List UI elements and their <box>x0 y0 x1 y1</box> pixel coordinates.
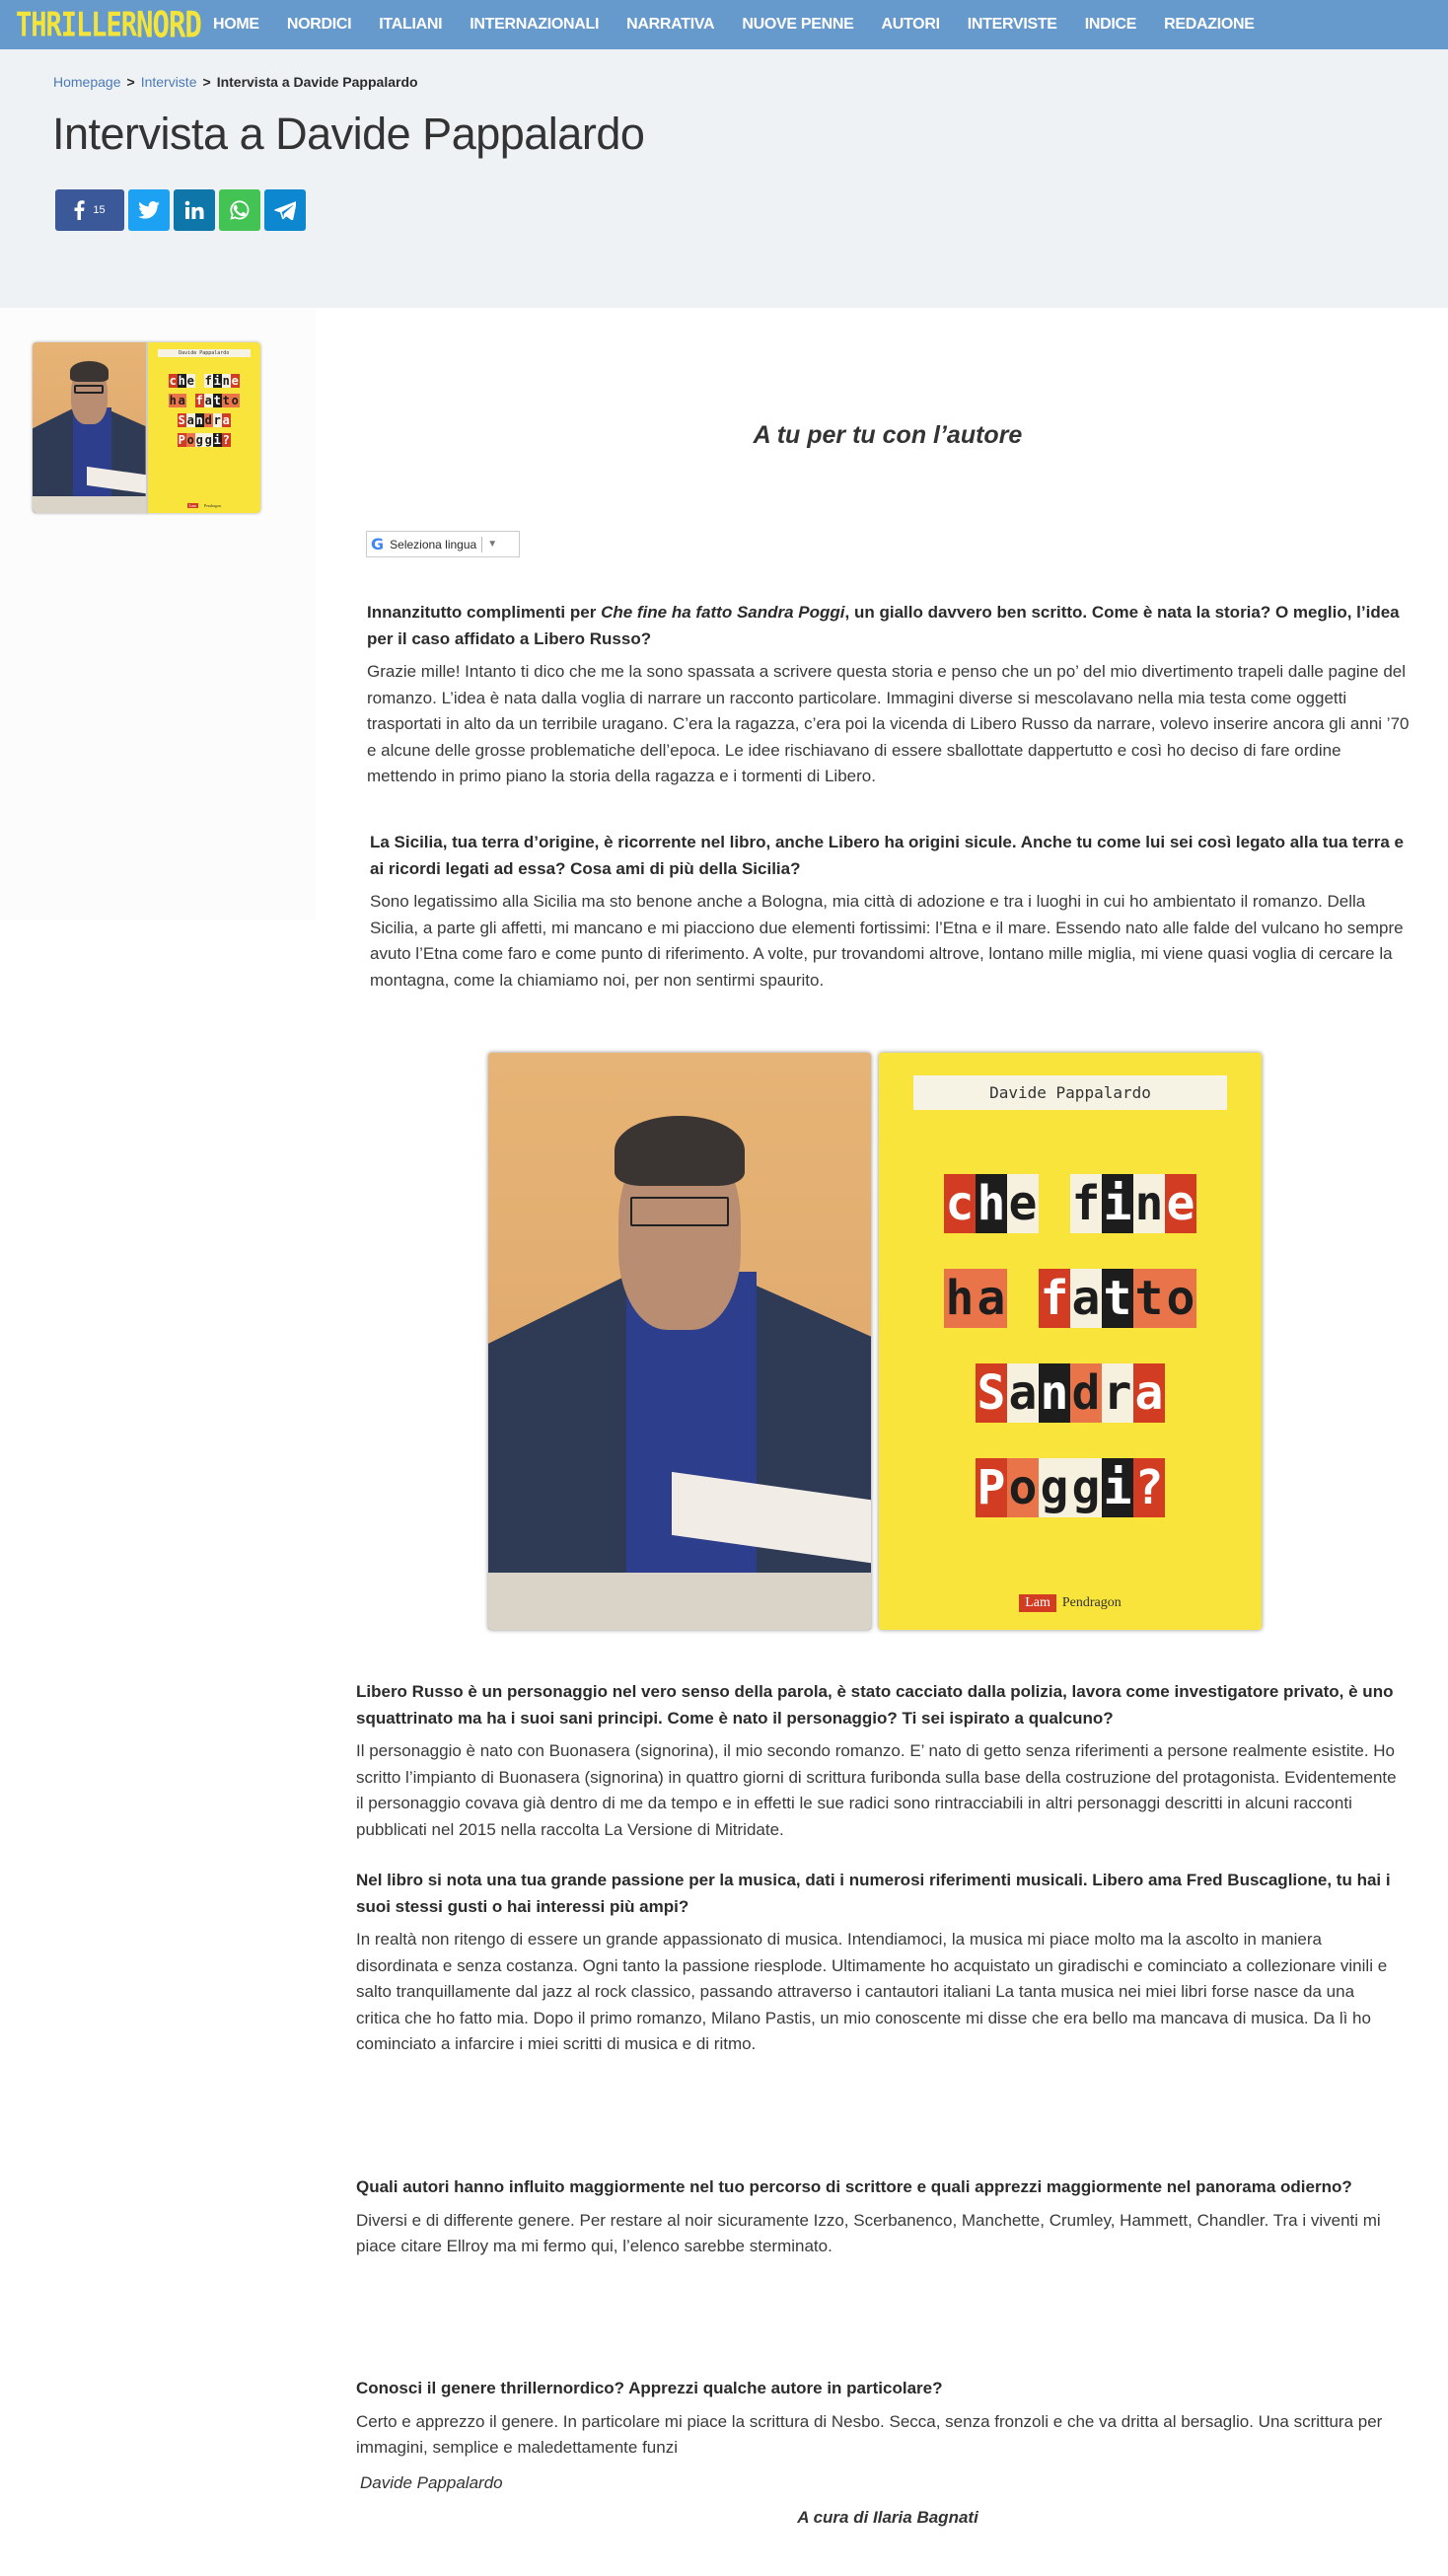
interview-item <box>356 2376 1402 2462</box>
cover-author: Davide Pappalardo <box>158 349 251 357</box>
interview-answer: Sono legatissimo alla Sicilia ma sto benone anche a Bologna, mia città di adozione e tra i luoghi in cui ho ambientato il romanzo. Della Sicilia, a parte gli affetti, mi mancano e mi piacciono due elementi fortissimi: l’Etna e il mare. Essendo nato alle falde del vulcano ho sempre avuto l’Etna come faro e come punto di riferimento. A volte, pur trovandomi altrove, lontano mille miglia, mi viene quasi voglia di cercare la montagna, come la chiamiamo noi, per non sentirmi spaurito. <box>370 892 1404 990</box>
interview-question: Conosci il genere thrillernordico? Apprezzi qualche autore in particolare? <box>356 2379 943 2397</box>
interview-question: Nel libro si nota una tua grande passione per la musica, dati i numerosi riferimenti musicali. Libero ama Fred Buscaglione, tu hai i suoi stessi gusti o hai interessi più ampi? <box>356 1871 1391 1916</box>
translate-label: Seleziona lingua <box>390 537 477 552</box>
logo-part1: THRILLER <box>16 5 137 44</box>
google-translate-select[interactable] <box>366 531 520 557</box>
twitter-share-button[interactable] <box>128 189 170 231</box>
interview-item <box>367 600 1412 790</box>
nav-menu <box>213 16 1282 34</box>
book-cover <box>148 342 261 513</box>
interview-item <box>356 1679 1402 1843</box>
section-subtitle: A tu per tu con l’autore <box>753 421 1023 449</box>
interview-item <box>356 2174 1402 2260</box>
breadcrumb-separator: > <box>202 74 211 90</box>
cover-title: c h e f i n e h a f a t t o S a n d r a P o g g i ? <box>169 373 239 447</box>
interview-item <box>370 830 1415 994</box>
interview-answer: In realtà non ritengo di essere un grande appassionato di musica. Intendiamoci, la musica mi piace molto ma la ascolto in maniera disordinata e senza costanza. Ogni tanto la passione riesplode. Ultimamente ho acquistato un giradischi e cominciato a collezionare vinili e salto tranquillamente dal jazz al rock classico, passando attraverso i cantautori italiani La tanta musica nei miei libri forse nasce da una critica che ho fatto mia. Dopo il primo romanzo, Milano Pastis, un mio conoscente mi disse che era bello ma mancava di musica. Da lì ho cominciato a infarcire i miei scritti di musica e di ritmo. <box>356 1930 1388 2053</box>
breadcrumb <box>53 74 418 90</box>
whatsapp-share-button[interactable] <box>219 189 260 231</box>
interview-answer: Grazie mille! Intanto ti dico che me la sono spassata a scrivere questa storia e penso che un po’ del mio divertimento trapeli dalle pagine del romanzo. L’idea è nata dalla voglia di narrare un racconto particolare. Immagini diverse si mescolavano nella mia testa come oggetti trasportati in alto da un terribile uragano. C’era la ragazza, c’era poi la vicenda di Libero Russo da narrare, volevo inserire ancora gli anni ’70 e alcune delle grosse problematiche dell’epoca. Le idee rischiavano di essere sballottate dappertutto e così ho deciso di fare ordine mettendo in primo piano la storia della ragazza e i tormenti di Libero. <box>367 662 1410 785</box>
interview-item <box>356 1868 1402 2058</box>
nav-item-narrativa[interactable]: NARRATIVA <box>626 16 715 33</box>
breadcrumb-interviste[interactable]: Interviste <box>140 74 197 90</box>
facebook-icon <box>74 200 85 220</box>
interview-question: La Sicilia, tua terra d’origine, è ricorrente nel libro, anche Libero ha origini sicule. Anche tu come lui sei così legato alla tua terra e ai ricordi legati ad essa? Cosa ami di più della Sicilia? <box>370 833 1404 878</box>
dropdown-arrow-icon: ▼ <box>481 537 497 552</box>
cover-title: c h e f i n e h a f a t t o S a n d r a P o g g i ? <box>945 1175 1195 1515</box>
cover-author: Davide Pappalardo <box>913 1075 1227 1110</box>
nav-item-indice[interactable]: INDICE <box>1084 16 1137 33</box>
facebook-share-button[interactable] <box>55 189 124 231</box>
cover-publishers: Lam Pendragon <box>188 502 221 508</box>
breadcrumb-separator: > <box>126 74 135 90</box>
interview-answer: Certo e apprezzo il genere. In particolare mi piace la scrittura di Nesbo. Secca, senza fronzoli e che va dritta al bersaglio. Una scrittura per immagini, semplice e maledettamente funzi <box>356 2411 1383 2457</box>
author-photo <box>488 1053 871 1630</box>
breadcrumb-current: Intervista a Davide Pappalardo <box>216 74 418 90</box>
nav-item-autori[interactable]: AUTORI <box>881 16 940 33</box>
featured-image-thumbnail[interactable] <box>33 342 260 513</box>
nav-item-italiani[interactable]: ITALIANI <box>379 16 443 33</box>
twitter-icon <box>138 201 160 219</box>
telegram-share-button[interactable] <box>264 189 306 231</box>
curator-credit: A cura di Ilaria Bagnati <box>797 2508 978 2527</box>
article-image[interactable] <box>488 1053 1262 1630</box>
page-title: Intervista a Davide Pappalardo <box>52 109 645 159</box>
linkedin-icon <box>184 200 204 220</box>
linkedin-share-button[interactable] <box>174 189 215 231</box>
nav-item-nuove-penne[interactable]: NUOVE PENNE <box>742 16 854 33</box>
nav-item-home[interactable]: HOME <box>213 16 259 33</box>
whatsapp-icon <box>229 199 251 221</box>
nav-item-interviste[interactable]: INTERVISTE <box>967 16 1057 33</box>
author-signature: Davide Pappalardo <box>360 2473 503 2492</box>
site-logo[interactable] <box>16 3 201 47</box>
facebook-share-count: 15 <box>93 204 106 216</box>
author-photo <box>33 342 146 513</box>
breadcrumb-home[interactable]: Homepage <box>53 74 121 90</box>
top-navbar <box>0 0 1448 49</box>
nav-item-nordici[interactable]: NORDICI <box>286 16 352 33</box>
interview-answer: Il personaggio è nato con Buonasera (signorina), il mio secondo romanzo. E’ nato di getto senza riferimenti a persone realmente esistite. Ho scritto l’impianto di Buonasera (signorina) in quattro giorni di scrittura furibonda sulla base della costruzione del protagonista. Evidentemente il personaggio covava già dentro di me da tempo e in effetti le sue radici sono rintracciabili in altri personaggi descritti in alcuni racconti pubblicati nel 2015 nella raccolta La Versione di Mitridate. <box>356 1741 1397 1839</box>
google-icon: G <box>371 535 385 553</box>
interview-question: Quali autori hanno influito maggiormente nel tuo percorso di scrittore e quali apprezzi maggiormente nel panorama odierno? <box>356 2177 1352 2196</box>
interview-question: Innanzitutto complimenti per Che fine ha fatto Sandra Poggi, un giallo davvero ben scritto. Come è nata la storia? O meglio, l’idea per il caso affidato a Libero Russo? <box>367 603 1400 648</box>
book-cover <box>879 1053 1262 1630</box>
nav-item-redazione[interactable]: REDAZIONE <box>1164 16 1255 33</box>
interview-answer: Diversi e di differente genere. Per restare al noir sicuramente Izzo, Scerbanenco, Manchette, Crumley, Hammett, Chandler. Tra i viventi mi piace citare Ellroy ma mi fermo qui, l’elenco sarebbe sterminato. <box>356 2210 1381 2255</box>
interview-question: Libero Russo è un personaggio nel vero senso della parola, è stato cacciato dalla polizia, lavora come investigatore privato, è uno squattrinato ma ha i suoi sani principi. Come è nato il personaggio? Ti sei ispirato a qualcuno? <box>356 1682 1394 1728</box>
share-buttons <box>55 189 306 231</box>
nav-item-internazionali[interactable]: INTERNAZIONALI <box>470 16 600 33</box>
logo-part2: NORD <box>136 3 201 46</box>
cover-publishers: Lam Pendragon <box>1019 1594 1122 1612</box>
telegram-icon <box>274 200 296 220</box>
